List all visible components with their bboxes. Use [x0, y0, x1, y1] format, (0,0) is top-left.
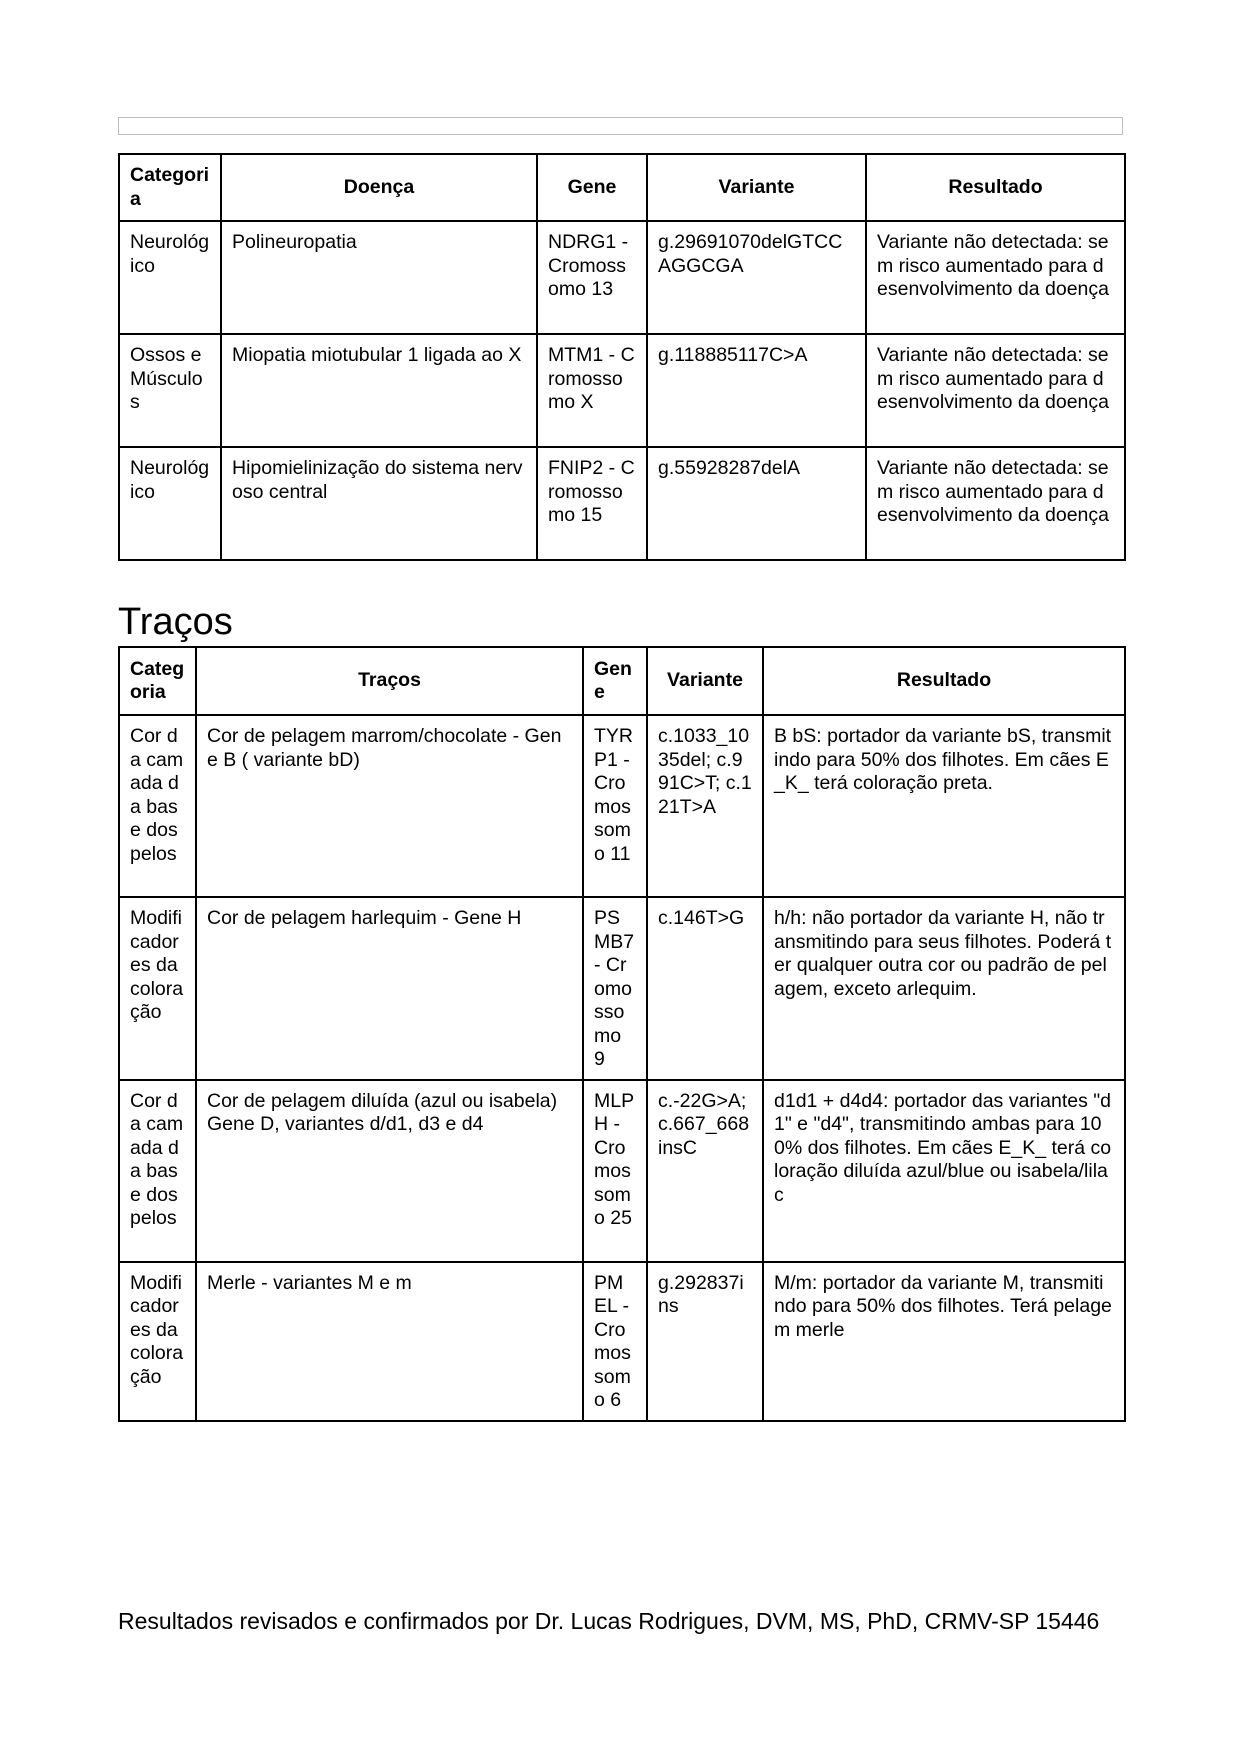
cell-categoria: Modificadores da coloração — [119, 1262, 196, 1421]
header-variante: Variante — [647, 154, 866, 221]
cell-categoria: Ossos e Músculos — [119, 334, 221, 447]
cell-variante: c.1033_1035del; c.991C>T; c.121T>A — [647, 715, 763, 897]
cell-categoria: Modificadores da coloração — [119, 897, 196, 1080]
traits-table — [118, 646, 1126, 1422]
cell-gene: MLPH - Cromossomo 25 — [583, 1080, 647, 1262]
cell-gene: PSMB7 - Cromossomo 9 — [583, 897, 647, 1080]
cell-resultado: Variante não detectada: sem risco aumentado para desenvolvimento da doença — [866, 221, 1125, 334]
cell-categoria: Neurológico — [119, 221, 221, 334]
cell-gene: MTM1 - Cromossomo X — [537, 334, 647, 447]
cell-traco: Merle - variantes M e m — [196, 1262, 583, 1421]
cell-doenca: Miopatia miotubular 1 ligada ao X — [221, 334, 537, 447]
table-row — [119, 897, 1125, 1080]
header-gene: Gene — [537, 154, 647, 221]
header-tracos: Traços — [196, 647, 583, 715]
table-row — [119, 334, 1125, 447]
cell-gene: NDRG1 - Cromossomo 13 — [537, 221, 647, 334]
table-header-row — [119, 154, 1125, 221]
header-categoria: Categoria — [119, 647, 196, 715]
cell-resultado: Variante não detectada: sem risco aumentado para desenvolvimento da doença — [866, 447, 1125, 560]
cell-traco: Cor de pelagem diluída (azul ou isabela) Gene D, variantes d/d1, d3 e d4 — [196, 1080, 583, 1262]
cell-categoria: Cor da camada da base dos pelos — [119, 715, 196, 897]
cell-traco: Cor de pelagem harlequim - Gene H — [196, 897, 583, 1080]
cell-resultado: B bS: portador da variante bS, transmitindo para 50% dos filhotes. Em cães E_K_ terá coloração preta. — [763, 715, 1125, 897]
header-resultado: Resultado — [763, 647, 1125, 715]
cell-gene: TYRP1 - Cromossomo 11 — [583, 715, 647, 897]
diseases-table — [118, 153, 1126, 561]
header-box — [118, 117, 1123, 135]
table-header-row — [119, 647, 1125, 715]
table-row — [119, 1080, 1125, 1262]
cell-doenca: Polineuropatia — [221, 221, 537, 334]
table-row — [119, 447, 1125, 560]
cell-gene: FNIP2 - Cromossomo 15 — [537, 447, 647, 560]
cell-variante: g.55928287delA — [647, 447, 866, 560]
header-resultado: Resultado — [866, 154, 1125, 221]
footer-signature: Resultados revisados e confirmados por Dr. Lucas Rodrigues, DVM, MS, PhD, CRMV-SP 15446 — [118, 1608, 1100, 1634]
section-title-tracos: Traços — [118, 601, 233, 643]
cell-categoria: Neurológico — [119, 447, 221, 560]
cell-doenca: Hipomielinização do sistema nervoso central — [221, 447, 537, 560]
cell-traco: Cor de pelagem marrom/chocolate - Gene B ( variante bD) — [196, 715, 583, 897]
header-doenca: Doença — [221, 154, 537, 221]
cell-resultado: d1d1 + d4d4: portador das variantes "d1" e "d4", transmitindo ambas para 100% dos filhotes. Em cães E_K_ terá coloração diluída azul/blue ou isabela/lilac — [763, 1080, 1125, 1262]
cell-variante: g.118885117C>A — [647, 334, 866, 447]
cell-resultado: M/m: portador da variante M, transmitindo para 50% dos filhotes. Terá pelagem merle — [763, 1262, 1125, 1421]
table-row — [119, 1262, 1125, 1421]
table-row — [119, 221, 1125, 334]
cell-variante: g.29691070delGTCCAGGCGA — [647, 221, 866, 334]
cell-variante: c.-22G>A; c.667_668insC — [647, 1080, 763, 1262]
header-gene: Gene — [583, 647, 647, 715]
header-categoria: Categoria — [119, 154, 221, 221]
cell-variante: c.146T>G — [647, 897, 763, 1080]
cell-resultado: h/h: não portador da variante H, não transmitindo para seus filhotes. Poderá ter qualquer outra cor ou padrão de pelagem, exceto arlequim. — [763, 897, 1125, 1080]
table-row — [119, 715, 1125, 897]
cell-categoria: Cor da camada da base dos pelos — [119, 1080, 196, 1262]
cell-resultado: Variante não detectada: sem risco aumentado para desenvolvimento da doença — [866, 334, 1125, 447]
cell-variante: g.292837ins — [647, 1262, 763, 1421]
header-variante: Variante — [647, 647, 763, 715]
cell-gene: PMEL - Cromossomo 6 — [583, 1262, 647, 1421]
